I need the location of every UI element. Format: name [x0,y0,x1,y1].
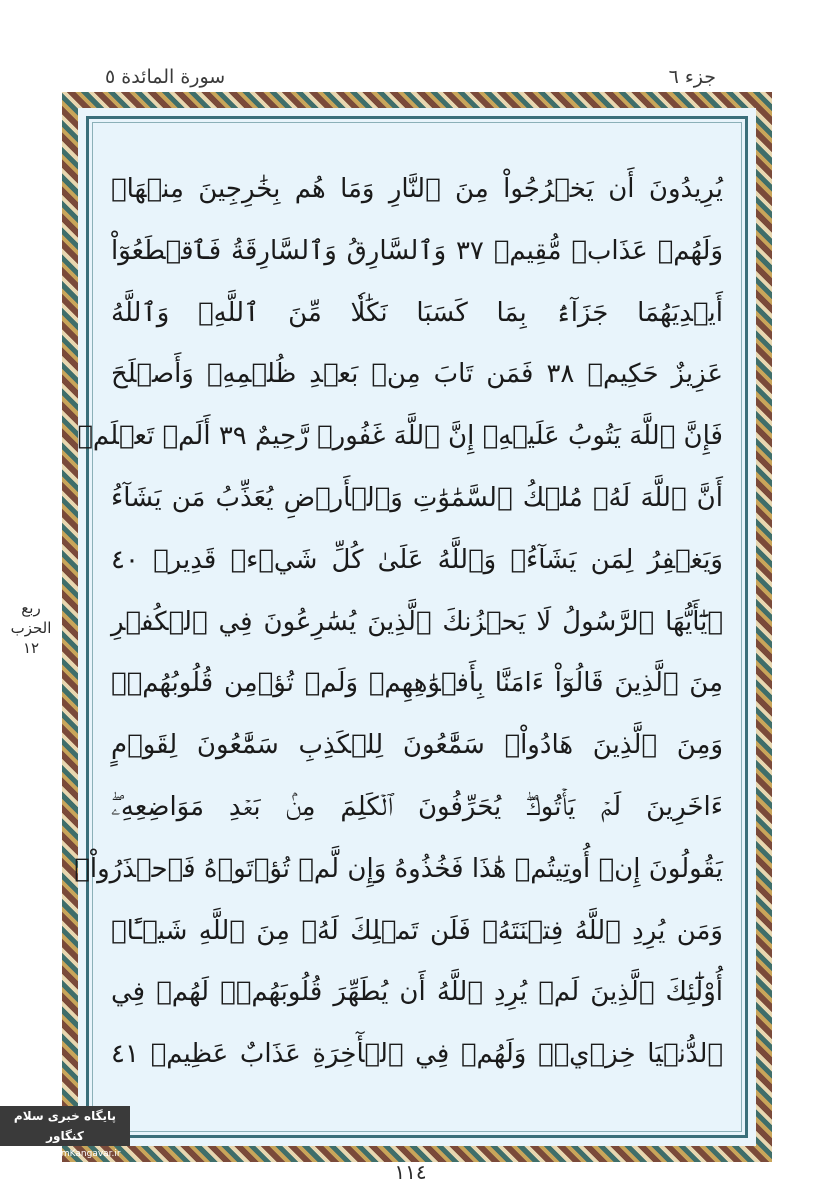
watermark-url: https://SalamKangavar.ir [9,1149,121,1159]
hizb-mark-line3: ١٢ [22,639,40,657]
text-line: وَيَغۡفِرُ لِمَن يَشَآءُۗ وَٱللَّهُ عَلَىٰ كُلِّ شَيۡءٖ قَدِيرٞ ٤٠ [111,544,723,575]
surah-label: سورة المائدة ٥ [105,66,226,88]
text-line: أُوْلَٰٓئِكَ ٱلَّذِينَ لَمۡ يُرِدِ ٱللَّهُ أَن يُطَهِّرَ قُلُوبَهُمۡۚ لَهُمۡ فِي [111,977,723,1008]
hizb-quarter-mark [2,598,60,658]
text-line: فَإِنَّ ٱللَّهَ يَتُوبُ عَلَيۡهِۚ إِنَّ ٱللَّهَ غَفُورٞ رَّحِيمٌ ٣٩ أَلَمۡ تَعۡلَمۡ [77,421,723,452]
text-line: يُرِيدُونَ أَن يَخۡرُجُواْ مِنَ ٱلنَّارِ وَمَا هُم بِخَٰرِجِينَ مِنۡهَاۖ [111,174,723,204]
juz-label: جزء ٦ [668,66,716,88]
quran-text [74,159,723,1086]
text-line: وَمِنَ ٱلَّذِينَ هَادُواْۛ سَمَّٰعُونَ لِلۡكَذِبِ سَمَّٰعُونَ لِقَوۡمٍ [111,730,723,761]
text-panel [74,116,748,1138]
text-line: أَيۡدِيَهُمَا جَزَآءَۢ بِمَا كَسَبَا نَكَٰلٗا مِّنَ ٱللَّهِۗ وَٱللَّهُ [111,297,723,328]
text-line: أَنَّ ٱللَّهَ لَهُۥ مُلۡكُ ٱلسَّمَٰوَٰتِ وَٱلۡأَرۡضِ يُعَذِّبُ مَن يَشَآءُ [111,482,723,513]
watermark-title: پایگاه خبری سلام کنگاور [13,1109,117,1143]
page-number: ١١٤ [394,1160,427,1184]
watermark [0,1106,130,1159]
text-line: وَلَهُمۡ عَذَابٞ مُّقِيمٞ ٣٧ وَٱلسَّارِقُ وَٱلسَّارِقَةُ فَٱقۡطَعُوٓاْ [111,235,723,266]
text-line: ۞يَٰٓأَيُّهَا ٱلرَّسُولُ لَا يَحۡزُنكَ ٱلَّذِينَ يُسَٰرِعُونَ فِي ٱلۡكُفۡرِ [111,606,723,637]
hizb-mark-line2: الحزب [10,619,52,637]
text-line: مِنَ ٱلَّذِينَ قَالُوٓاْ ءَامَنَّا بِأَفۡوَٰهِهِمۡ وَلَمۡ تُؤۡمِن قُلُوبُهُمۡۛ [111,668,723,699]
hizb-mark-line1: ربع [21,599,41,617]
text-line: ٱلدُّنۡيَا خِزۡيٞۖ وَلَهُمۡ فِي ٱلۡأٓخِرَةِ عَذَابٌ عَظِيمٞ ٤١ [111,1039,723,1070]
decorative-frame [62,92,772,1162]
text-line: عَزِيزٌ حَكِيمٞ ٣٨ فَمَن تَابَ مِنۢ بَعۡدِ ظُلۡمِهِۦ وَأَصۡلَحَ [111,359,723,390]
text-line: وَمَن يُرِدِ ٱللَّهُ فِتۡنَتَهُۥ فَلَن تَمۡلِكَ لَهُۥ مِنَ ٱللَّهِ شَيۡـًٔاۚ [111,915,723,946]
text-line: ءَاخَرِينَ لَمۡ يَأۡتُوكَۖ يُحَرِّفُونَ ٱلۡكَلِمَ مِنۢ بَعۡدِ مَوَاضِعِهِۦۖ [111,791,723,822]
text-line: يَقُولُونَ إِنۡ أُوتِيتُمۡ هَٰذَا فَخُذُوهُ وَإِن لَّمۡ تُؤۡتَوۡهُ فَٱحۡذَرُواْۚ [74,853,723,884]
